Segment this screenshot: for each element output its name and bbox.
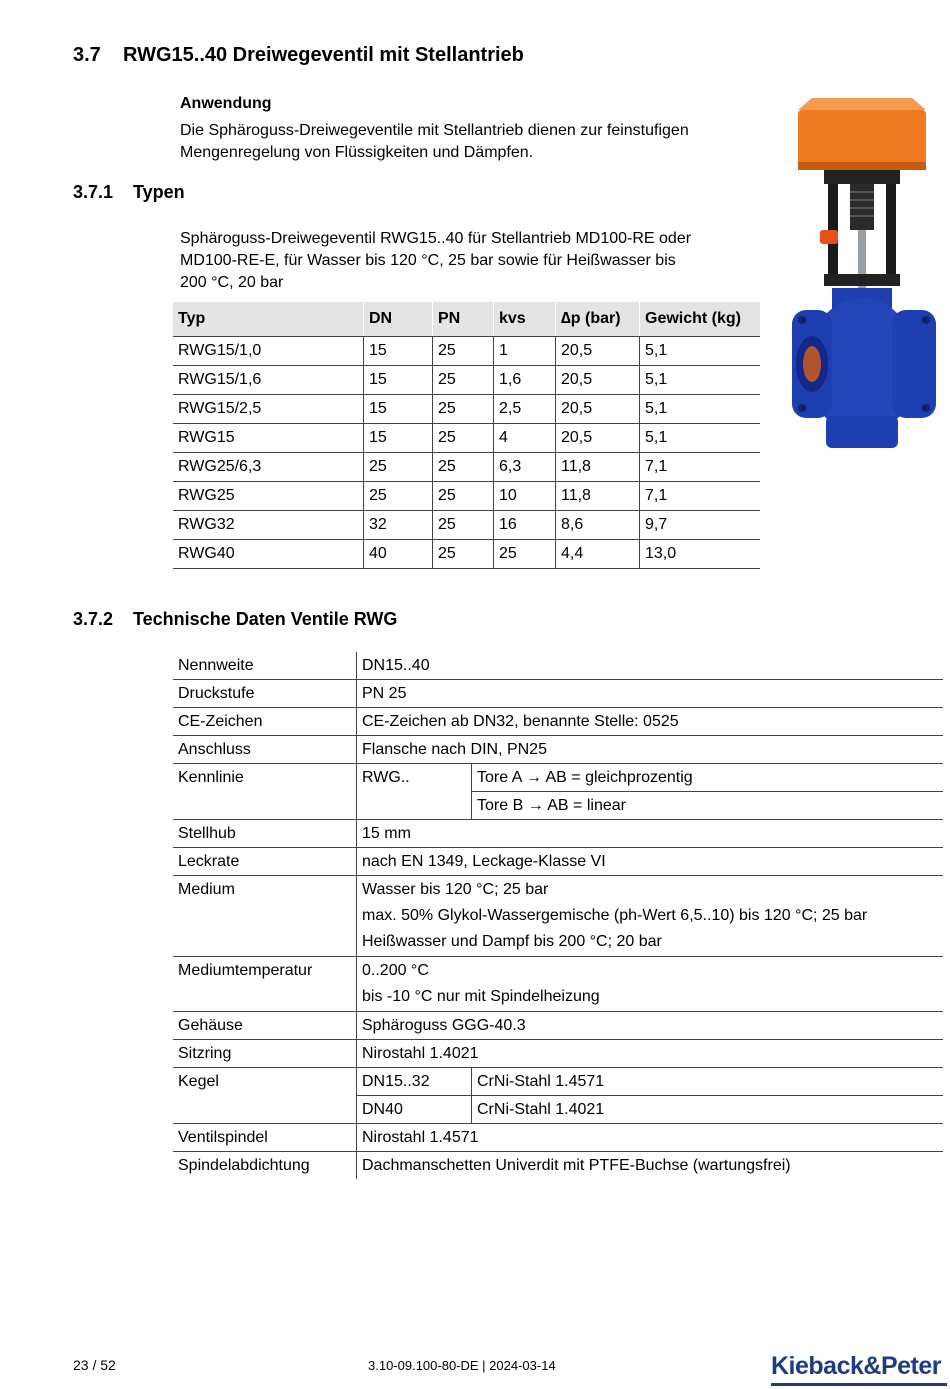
- cell-dn: 15: [364, 337, 433, 366]
- cell-kvs: 16: [494, 511, 556, 540]
- table-row: [173, 395, 760, 424]
- table-row: [173, 366, 760, 395]
- row-key: Kennlinie: [173, 764, 357, 820]
- application-line: Mengenregelung von Flüssigkeiten und Dämpfen.: [180, 144, 534, 161]
- cell-dn: 25: [364, 482, 433, 511]
- cell-dp: 11,8: [556, 482, 640, 511]
- application-text: [180, 120, 689, 164]
- types-desc-line: MD100-RE-E, für Wasser bis 120 °C, 25 bar sowie für Heißwasser bis: [180, 252, 676, 269]
- row-key: Sitzring: [173, 1040, 357, 1068]
- row-value: nach EN 1349, Leckage-Klasse VI: [357, 848, 944, 876]
- row-subkey: DN15..32: [357, 1068, 472, 1096]
- row-key: Anschluss: [173, 736, 357, 764]
- row-value: Nirostahl 1.4571: [357, 1124, 944, 1152]
- cell-gewicht: 13,0: [640, 540, 761, 569]
- table-row: [173, 1068, 943, 1096]
- value-line: max. 50% Glykol-Wassergemische (ph-Wert 6,5..10) bis 120 °C; 25 bar: [362, 907, 868, 924]
- table-row: [173, 1124, 943, 1152]
- cell-pn: 25: [433, 482, 494, 511]
- application-heading: Anwendung: [180, 95, 272, 112]
- cell-gewicht: 5,1: [640, 424, 761, 453]
- table-row: [173, 652, 943, 680]
- cell-gewicht: 5,1: [640, 395, 761, 424]
- cell-dp: 8,6: [556, 511, 640, 540]
- cell-pn: 25: [433, 453, 494, 482]
- col-header-typ: Typ: [173, 302, 364, 337]
- flange-seal: [803, 346, 821, 382]
- page-number: 23 / 52: [73, 1357, 116, 1373]
- actuator-housing: [798, 110, 926, 170]
- types-desc-line: 200 °C, 20 bar: [180, 274, 284, 291]
- types-description: [180, 228, 691, 294]
- yoke-right: [886, 184, 896, 282]
- company-logo: Kieback&Peter: [771, 1352, 941, 1380]
- table-row: [173, 424, 760, 453]
- yoke-top: [824, 170, 900, 184]
- cell-kvs: 6,3: [494, 453, 556, 482]
- cell-gewicht: 7,1: [640, 482, 761, 511]
- cell-gewicht: 7,1: [640, 453, 761, 482]
- valve-actuator-image: [784, 96, 940, 452]
- tech-title: Technische Daten Ventile RWG: [133, 609, 398, 629]
- cell-kvs: 25: [494, 540, 556, 569]
- row-key: Kegel: [173, 1068, 357, 1124]
- table-row: [173, 848, 943, 876]
- cell-dn: 15: [364, 424, 433, 453]
- types-header-row: [173, 302, 760, 337]
- cell-typ: RWG15: [173, 424, 364, 453]
- cell-dp: 20,5: [556, 395, 640, 424]
- col-header-dn: DN: [364, 302, 433, 337]
- row-key: Leckrate: [173, 848, 357, 876]
- row-key: Stellhub: [173, 820, 357, 848]
- value-line: bis -10 °C nur mit Spindelheizung: [362, 988, 600, 1005]
- table-row: [173, 1012, 943, 1040]
- table-row: [173, 820, 943, 848]
- section-title: RWG15..40 Dreiwegeventil mit Stellantrieb: [123, 44, 524, 66]
- table-row: [173, 540, 760, 569]
- cell-gewicht: 9,7: [640, 511, 761, 540]
- document-id: 3.10-09.100-80-DE | 2024-03-14: [368, 1358, 556, 1373]
- table-row: [173, 876, 943, 957]
- row-key: Spindelabdichtung: [178, 1157, 310, 1174]
- actuator-top: [798, 98, 926, 110]
- table-row: [173, 708, 943, 736]
- cell-dp: 20,5: [556, 424, 640, 453]
- row-value: [357, 876, 944, 957]
- row-key: Ventilspindel: [173, 1124, 357, 1152]
- table-row: [173, 957, 943, 1012]
- cell-kvs: 1,6: [494, 366, 556, 395]
- tech-heading: [73, 609, 397, 630]
- cell-dp: 11,8: [556, 453, 640, 482]
- cell-typ: RWG25/6,3: [173, 453, 364, 482]
- cell-dp: 20,5: [556, 366, 640, 395]
- table-row: [173, 482, 760, 511]
- row-subkey: RWG..: [357, 764, 472, 820]
- section-heading: [73, 44, 524, 67]
- row-subkey: DN40: [357, 1096, 472, 1124]
- row-value: DN15..40: [357, 652, 944, 680]
- types-number: 3.7.1: [73, 182, 114, 202]
- cell-dn: 15: [364, 395, 433, 424]
- table-row: [173, 764, 943, 792]
- cell-dn: 25: [364, 453, 433, 482]
- table-row: [173, 736, 943, 764]
- cell-pn: 25: [433, 366, 494, 395]
- types-desc-line: Sphäroguss-Dreiwegeventil RWG15..40 für Stellantrieb MD100-RE oder: [180, 230, 692, 247]
- cell-typ: RWG25: [173, 482, 364, 511]
- cell-pn: 25: [433, 395, 494, 424]
- table-row: [173, 453, 760, 482]
- table-row: [173, 337, 760, 366]
- tech-number: 3.7.2: [73, 609, 114, 629]
- right-flange: [892, 310, 936, 418]
- row-value: Dachmanschetten Univerdit mit PTFE-Buchse (wartungsfrei): [357, 1152, 944, 1180]
- cell-kvs: 2,5: [494, 395, 556, 424]
- table-row: [173, 680, 943, 708]
- row-key: Nennweite: [173, 652, 357, 680]
- cell-dp: 4,4: [556, 540, 640, 569]
- row-value: 15 mm: [357, 820, 944, 848]
- cell-dn: 40: [364, 540, 433, 569]
- row-value: CE-Zeichen ab DN32, benannte Stelle: 0525: [357, 708, 944, 736]
- value-line: Heißwasser und Dampf bis 200 °C; 20 bar: [362, 933, 662, 950]
- section-number: 3.7: [73, 44, 101, 66]
- cell-pn: 25: [433, 424, 494, 453]
- row-value: Nirostahl 1.4021: [357, 1040, 944, 1068]
- row-key: CE-Zeichen: [173, 708, 357, 736]
- row-value: PN 25: [357, 680, 944, 708]
- cell-dn: 15: [364, 366, 433, 395]
- row-key: Mediumtemperatur: [173, 957, 357, 1012]
- bottom-flange: [826, 416, 898, 448]
- cell-kvs: 1: [494, 337, 556, 366]
- col-header-kvs: kvs: [494, 302, 556, 337]
- cell-dp: 20,5: [556, 337, 640, 366]
- application-line: Die Sphäroguss-Dreiwegeventile mit Stellantrieb dienen zur feinstufigen: [180, 122, 689, 139]
- cell-pn: 25: [433, 337, 494, 366]
- orange-clip: [820, 230, 838, 244]
- row-value: Tore A → AB = gleichprozentig: [472, 764, 944, 792]
- row-value: Sphäroguss GGG-40.3: [357, 1012, 944, 1040]
- tech-data-table: [173, 652, 943, 1179]
- table-row: [173, 1152, 943, 1180]
- col-header-dp: ∆p (bar): [556, 302, 640, 337]
- row-key: Gehäuse: [173, 1012, 357, 1040]
- cell-kvs: 10: [494, 482, 556, 511]
- cell-pn: 25: [433, 540, 494, 569]
- value-line: 0..200 °C: [362, 962, 429, 979]
- cell-pn: 25: [433, 511, 494, 540]
- row-value: Tore B → AB = linear: [472, 792, 944, 820]
- cell-gewicht: 5,1: [640, 337, 761, 366]
- cell-dn: 32: [364, 511, 433, 540]
- types-heading: [73, 182, 185, 203]
- cell-kvs: 4: [494, 424, 556, 453]
- cell-typ: RWG40: [173, 540, 364, 569]
- table-row: [173, 511, 760, 540]
- col-header-pn: PN: [433, 302, 494, 337]
- row-value: CrNi-Stahl 1.4571: [472, 1068, 944, 1096]
- row-key: Druckstufe: [173, 680, 357, 708]
- row-key: Medium: [173, 876, 357, 957]
- row-value: Flansche nach DIN, PN25: [357, 736, 944, 764]
- types-title: Typen: [133, 182, 185, 202]
- types-table: [173, 302, 760, 569]
- col-header-gewicht: Gewicht (kg): [640, 302, 761, 337]
- cell-typ: RWG15/1,6: [173, 366, 364, 395]
- cell-gewicht: 5,1: [640, 366, 761, 395]
- table-row: [173, 1040, 943, 1068]
- cell-typ: RWG15/1,0: [173, 337, 364, 366]
- cell-typ: RWG32: [173, 511, 364, 540]
- row-value: [357, 957, 944, 1012]
- logo-underline: [771, 1383, 947, 1386]
- cell-typ: RWG15/2,5: [173, 395, 364, 424]
- row-value: CrNi-Stahl 1.4021: [472, 1096, 944, 1124]
- value-line: Wasser bis 120 °C; 25 bar: [362, 881, 549, 898]
